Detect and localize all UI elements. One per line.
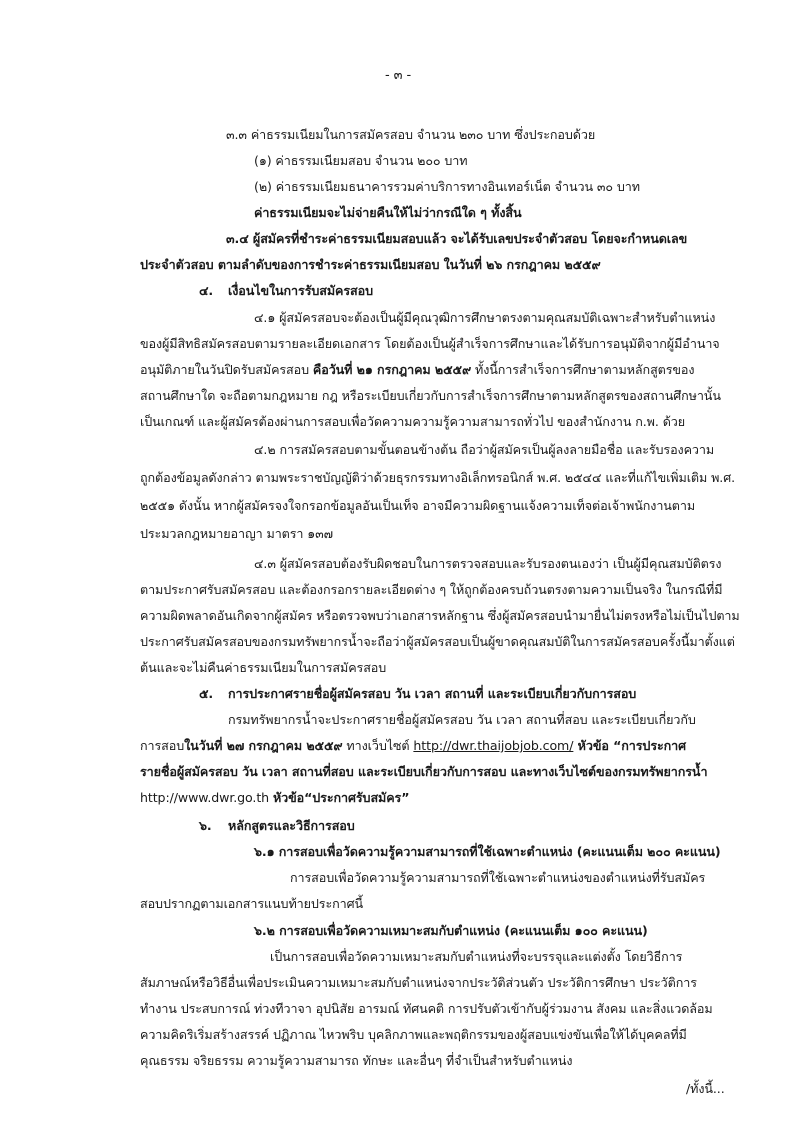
- continuation-marker: /ทั้งนี้...: [686, 1081, 725, 1096]
- section-6-2-title: ๖.๒ การสอบเพื่อวัดความเหมาะสมกับตำแหน่ง (คะแนนเต็ม ๑๐๐ คะแนน): [254, 923, 648, 938]
- section-3-3-no-refund: ค่าธรรมเนียมจะไม่จ่ายคืนให้ไม่ว่ากรณีใด ๆ ทั้งสิ้น: [254, 205, 522, 220]
- section-3-3-item-2: (๒) ค่าธรรมเนียมธนาคารรวมค่าบริการทางอินเทอร์เน็ต จำนวน ๓๐ บาท: [254, 179, 640, 194]
- section-4-1-line-3a: อนุมัติภายในวันปิดรับสมัครสอบ: [140, 362, 313, 377]
- section-3-3-item-1: (๑) ค่าธรรมเนียมสอบ จำนวน ๒๐๐ บาท: [254, 153, 468, 168]
- section-6-1-line-1: การสอบเพื่อวัดความรู้ความสามารถที่ใช้เฉพาะตำแหน่งของตำแหน่งที่รับสมัคร: [290, 870, 706, 885]
- section-6-2-line-5: คุณธรรม จริยธรรม ความรู้ความสามารถ ทักษะ และอื่นๆ ที่จำเป็นสำหรับตำแหน่ง: [140, 1053, 573, 1068]
- section-4-3-line-2: ตามประกาศรับสมัครสอบ และต้องกรอกรายละเอียดต่าง ๆ ให้ถูกต้องครบถ้วนตรงตามความเป็นจริง ในกรณีที่มี: [140, 582, 723, 597]
- dwr-website-link[interactable]: http://www.dwr.go.th: [140, 790, 273, 805]
- section-4-1-line-5: เป็นเกณฑ์ และผู้สมัครต้องผ่านการสอบเพื่อวัดความความรู้ความสามารถทั่วไป ของสำนักงาน ก.พ. ด้วย: [140, 414, 686, 429]
- section-3-4-line-2: ประจำตัวสอบ ตามลำดับของการชำระค่าธรรมเนียมสอบ ในวันที่ ๒๖ กรกฎาคม ๒๕๕๙: [140, 257, 601, 272]
- section-4-1-line-3c: ทั้งนี้การสำเร็จการศึกษาตามหลักสูตรของ: [471, 362, 695, 377]
- section-5-line-4: [140, 789, 409, 807]
- section-5-line-1: กรมทรัพยากรน้ำจะประกาศรายชื่อผู้สมัครสอบ วัน เวลา สถานที่สอบ และระเบียบเกี่ยวกับ: [228, 712, 696, 727]
- section-5-line-2a: การสอบ: [140, 738, 185, 753]
- section-6-heading: หลักสูตรและวิธีการสอบ: [228, 818, 355, 833]
- section-3-3-heading: ๓.๓ ค่าธรรมเนียมในการสมัครสอบ จำนวน ๒๓๐ บาท ซึ่งประกอบด้วย: [226, 127, 596, 142]
- thaijobjob-link[interactable]: http://dwr.thaijobjob.com/: [413, 738, 574, 753]
- section-4-2-line-2: ถูกต้องข้อมูลดังกล่าว ตามพระราชบัญญัติว่าด้วยธุรกรรมทางอิเล็กทรอนิกส์ พ.ศ. ๒๕๔๔ และที่แก้ไขเพิ่มเติม พ.ศ.: [140, 470, 736, 485]
- section-5-line-2e: หัวข้อ “การประกาศ: [573, 738, 687, 753]
- section-4-1-line-3: [140, 361, 694, 379]
- section-4-3-line-5: ต้นและจะไม่คืนค่าธรรมเนียมในการสมัครสอบ: [140, 660, 387, 675]
- section-6-2-line-2: สัมภาษณ์หรือวิธีอื่นเพื่อประเมินความเหมาะสมกับตำแหน่งจากประวัติส่วนตัว ประวัติการศึกษา ประวัติการ: [140, 975, 697, 990]
- section-5-line-3b: และทางเว็บไซต์ของกรมทรัพยากรน้ำ: [506, 764, 708, 779]
- section-5-line-2c: ทางเว็บไซต์: [342, 738, 414, 753]
- section-5-line-3a: รายชื่อผู้สมัครสอบ วัน เวลา สถานที่สอบ และระเบียบเกี่ยวกับการสอบ: [140, 764, 507, 779]
- section-4-1-line-1: ๔.๑ ผู้สมัครสอบจะต้องเป็นผู้มีคุณวุฒิการศึกษาตรงตามคุณสมบัติเฉพาะสำหรับตำแหน่ง: [254, 310, 716, 325]
- section-6-number: ๖.: [199, 818, 212, 833]
- section-4-3-line-4: ประกาศรับสมัครสอบของกรมทรัพยากรน้ำจะถือว่าผู้สมัครสอบเป็นผู้ขาดคุณสมบัติในการสมัครสอบครั้งนี้มาตั้งแต่: [140, 634, 735, 649]
- section-5-number: ๕.: [199, 686, 214, 701]
- section-6-2-line-3: ทำงาน ประสบการณ์ ท่วงทีวาจา อุปนิสัย อารมณ์ ทัศนคติ การปรับตัวเข้ากับผู้ร่วมงาน สังคม และสิ่งแวดล้อม: [140, 1001, 713, 1016]
- section-4-3-line-1: ๔.๓ ผู้สมัครสอบต้องรับผิดชอบในการตรวจสอบและรับรองตนเองว่า เป็นผู้มีคุณสมบัติตรง: [254, 556, 722, 571]
- section-4-2-line-3: ๒๕๕๑ ดังนั้น หากผู้สมัครจงใจกรอกข้อมูลอันเป็นเท็จ อาจมีความผิดฐานแจ้งความเท็จต่อเจ้าพนักงานตาม: [140, 498, 696, 513]
- section-6-1-title: ๖.๑ การสอบเพื่อวัดความรู้ความสามารถที่ใช้เฉพาะตำแหน่ง (คะแนนเต็ม ๒๐๐ คะแนน): [254, 844, 721, 859]
- announcement-date: ในวันที่ ๒๗ กรกฎาคม ๒๕๕๙: [184, 738, 343, 753]
- section-3-4-line-1: ๓.๔ ผู้สมัครที่ชำระค่าธรรมเนียมสอบแล้ว จะได้รับเลขประจำตัวสอบ โดยจะกำหนดเลข: [226, 231, 688, 246]
- section-5-line-2: [140, 737, 686, 755]
- section-6-2-line-1: เป็นการสอบเพื่อวัดความเหมาะสมกับตำแหน่งที่จะบรรจุและแต่งตั้ง โดยวิธีการ: [270, 949, 683, 964]
- section-4-1-line-4: สถานศึกษาใด จะถือตามกฎหมาย กฎ หรือระเบียบเกี่ยวกับการสำเร็จการศึกษาตามหลักสูตรของสถานศึกษานั้น: [140, 388, 721, 403]
- section-5-line-3: [140, 763, 708, 781]
- section-5-heading: การประกาศรายชื่อผู้สมัครสอบ วัน เวลา สถานที่ และระเบียบเกี่ยวกับการสอบ: [228, 686, 637, 701]
- section-5-line-4b: หัวข้อ“ประกาศรับสมัคร”: [272, 790, 410, 805]
- section-6-2-line-4: ความคิดริเริ่มสร้างสรรค์ ปฏิภาณ ไหวพริบ บุคลิกภาพและพฤติกรรมของผู้สอบแข่งขันเพื่อให้ได้บุคคลที่มี: [140, 1027, 687, 1042]
- section-4-number: ๔.: [199, 283, 214, 298]
- page-number: - ๓ -: [385, 68, 412, 83]
- section-4-2-line-4: ประมวลกฎหมายอาญา มาตรา ๑๓๗: [140, 526, 334, 541]
- closing-date: คือวันที่ ๒๑ กรกฎาคม ๒๕๕๙: [312, 362, 472, 377]
- section-6-1-line-2: สอบปรากฏตามเอกสารแนบท้ายประกาศนี้: [140, 896, 364, 911]
- section-4-3-line-3: ความผิดพลาดอันเกิดจากผู้สมัคร หรือตรวจพบว่าเอกสารหลักฐาน ซึ่งผู้สมัครสอบนำมายื่นไม่ตรงหรือไม่เป็นไปตาม: [140, 608, 740, 623]
- section-4-2-line-1: ๔.๒ การสมัครสอบตามขั้นตอนข้างต้น ถือว่าผู้สมัครเป็นผู้ลงลายมือชื่อ และรับรองความ: [254, 442, 715, 457]
- section-4-heading: เงื่อนไขในการรับสมัครสอบ: [228, 283, 373, 298]
- section-4-1-line-2: ของผู้มีสิทธิสมัครสอบตามรายละเอียดเอกสาร โดยต้องเป็นผู้สำเร็จการศึกษาและได้รับการอนุมัติจากผู้มีอำนาจ: [140, 336, 720, 351]
